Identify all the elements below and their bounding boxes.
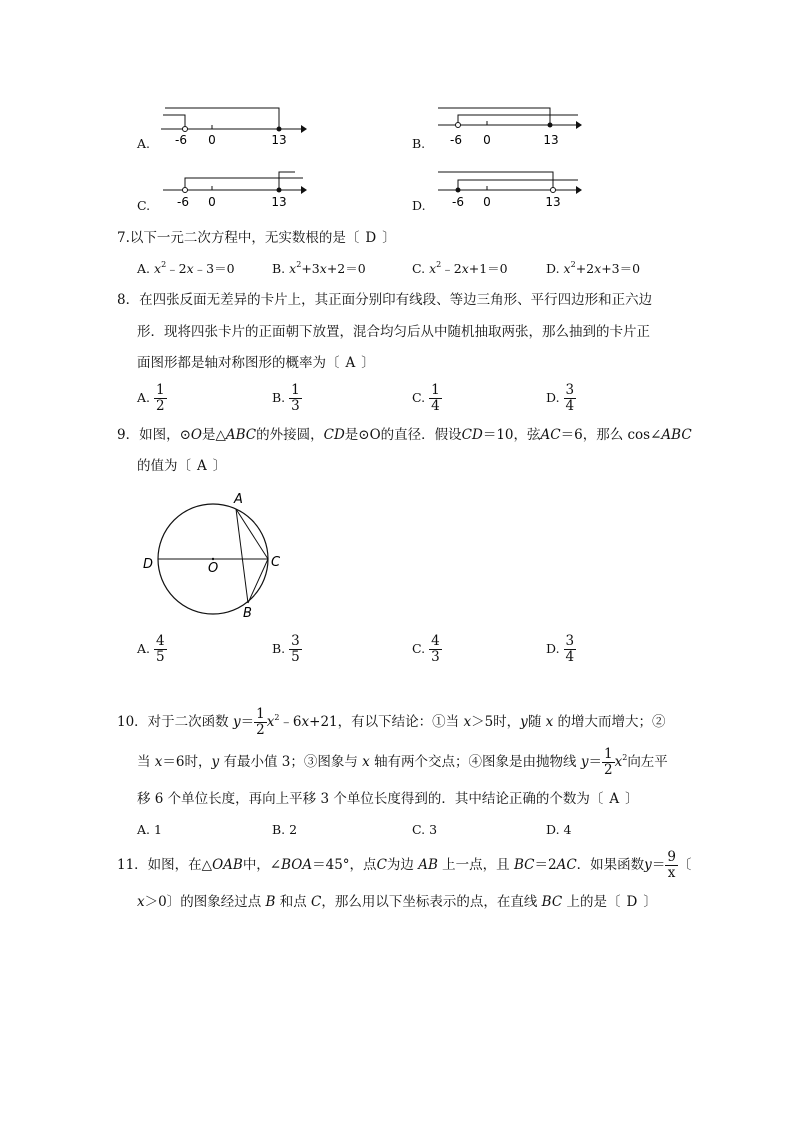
point-label-o: O [208, 561, 219, 576]
q10-line2: 当 x＝6时，y 有最小值 3；③图象与 x 轴有两个交点；④图象是由抛物线 y＝ $\frac{1}{2}$ $x^2$向左平 [137, 746, 668, 778]
fraction: $\frac{9}{x}$ [667, 849, 676, 881]
tick-label: 13 [543, 133, 559, 147]
q8-line3 [137, 355, 375, 371]
option-label: C. [137, 198, 151, 213]
number-line-d [430, 163, 585, 213]
fraction: $\frac{1}{2}$ [256, 706, 265, 738]
option-label: C. [412, 390, 426, 405]
bracket: 〕 [361, 355, 375, 371]
tick-label: -6 [452, 195, 464, 209]
tick-label: 0 [208, 133, 216, 147]
option-label: A. [137, 390, 151, 405]
q9-line2 [137, 458, 226, 474]
q11-line2: x＞0〕的图象经过点 B 和点 C，那么用以下坐标表示的点，在直线 BC 上的是〔 D 〕 [137, 894, 657, 910]
q10-option-c: C. 3 [412, 822, 438, 837]
option-label: D. [546, 641, 560, 656]
q9-line1: 9．如图，⊙O是△ABC的外接圆，CD是⊙O的直径．假设CD＝10，弦AC＝6，那么 cos∠ABC [117, 427, 692, 443]
answer: D [365, 230, 377, 246]
point-label-d: D [143, 557, 154, 572]
fraction: $\frac{1}{2}$ [156, 382, 165, 414]
question-number: 7. [117, 230, 130, 246]
option-label: D. [546, 261, 560, 276]
question-text: 移 6 个单位长度，再向上平移 3 个单位长度得到的．其中结论正确的个数为〔 [137, 791, 604, 807]
option-label: D. [412, 198, 426, 213]
option-label: B. [272, 390, 286, 405]
fraction: $\frac{3}{5}$ [291, 633, 300, 665]
option-label: B. [412, 136, 426, 151]
tick-label: 0 [208, 195, 216, 209]
tick-label: -6 [450, 133, 462, 147]
q10-line3 [137, 791, 639, 807]
bracket: 〕 [625, 791, 639, 807]
option-label: A. [137, 641, 151, 656]
circle-figure [135, 488, 295, 623]
q7-option-c: C. $x^2﹣2x+1=0$ [412, 260, 508, 276]
option-label: C. [412, 261, 426, 276]
fraction: $\frac{1}{3}$ [291, 382, 300, 414]
answer: A [609, 791, 620, 807]
question-text: 以下一元二次方程中，无实数根的是〔 [129, 230, 360, 246]
fraction: $\frac{3}{4}$ [565, 382, 575, 414]
q7-option-a: A. $x^2﹣2x﹣3=0$ [137, 260, 235, 276]
tick-label: 13 [271, 133, 287, 147]
answer: A [197, 458, 207, 474]
option-label: C. [412, 641, 426, 656]
q7-stem [117, 230, 396, 246]
point-label-b: B [243, 606, 252, 621]
q10-line1: 10．对于二次函数 y＝ $\frac{1}{2}$ $x^2﹣6x+21$，有以下结论：①当 x＞5时，y随 x 的增大而增大；② [117, 706, 666, 738]
q9-option-d [546, 634, 576, 665]
question-text: 的值为〔 [137, 458, 191, 474]
q8-line2: 形．现将四张卡片的正面朝下放置，混合均匀后从中随机抽取两张，那么抽到的卡片正 [137, 324, 650, 340]
question-text: 面图形都是轴对称图形的概率为〔 [137, 355, 340, 371]
q8-option-b [272, 383, 302, 414]
q8-option-c [412, 383, 442, 414]
q10-option-b: B. 2 [272, 822, 298, 837]
q8-option-d [546, 383, 576, 414]
q7-option-d: D. $x^2+2x+3=0$ [546, 260, 641, 276]
tick-label: -6 [177, 195, 189, 209]
option-label: A. [137, 136, 151, 151]
q8-option-a [137, 383, 167, 414]
number-line-b [430, 100, 585, 150]
number-line-c [155, 163, 310, 213]
point-label-a: A [234, 492, 243, 507]
fraction: $\frac{4}{3}$ [431, 633, 440, 665]
bracket: 〕 [212, 458, 227, 474]
q10-option-a: A. 1 [137, 822, 162, 837]
point-label-c: C [271, 555, 281, 570]
number-line-a [155, 100, 310, 150]
fraction: $\frac{3}{4}$ [565, 633, 575, 665]
q9-option-a [137, 634, 167, 665]
fraction: $\frac{1}{2}$ [604, 746, 613, 778]
q7-option-b: B. $x^2+3x+2=0$ [272, 260, 366, 276]
q9-option-b [272, 634, 302, 665]
answer: A [345, 355, 356, 371]
tick-label: 13 [545, 195, 561, 209]
tick-label: 13 [271, 195, 287, 209]
option-label: A. [137, 261, 151, 276]
option-label: B. [272, 261, 286, 276]
q8-line1: 8．在四张反面无差异的卡片上，其正面分别印有线段、等边三角形、平行四边形和正六边 [117, 292, 653, 308]
q9-option-c [412, 634, 442, 665]
fraction: $\frac{4}{5}$ [156, 633, 165, 665]
q11-line1: 11．如图，在△OAB中，∠BOA＝45°，点C为边 AB 上一点，且 BC＝2AC．如果函数y＝ $\frac{9}{x}$ 〔 [117, 849, 692, 881]
tick-label: 0 [483, 133, 491, 147]
bracket: 〕 [382, 230, 396, 246]
bracket: 〕 [643, 894, 657, 910]
option-label: D. [546, 390, 560, 405]
q10-option-d: D. 4 [546, 822, 572, 837]
answer: D [626, 894, 638, 910]
option-label: B. [272, 641, 286, 656]
fraction: $\frac{1}{4}$ [431, 382, 440, 414]
tick-label: 0 [483, 195, 491, 209]
tick-label: -6 [175, 133, 187, 147]
